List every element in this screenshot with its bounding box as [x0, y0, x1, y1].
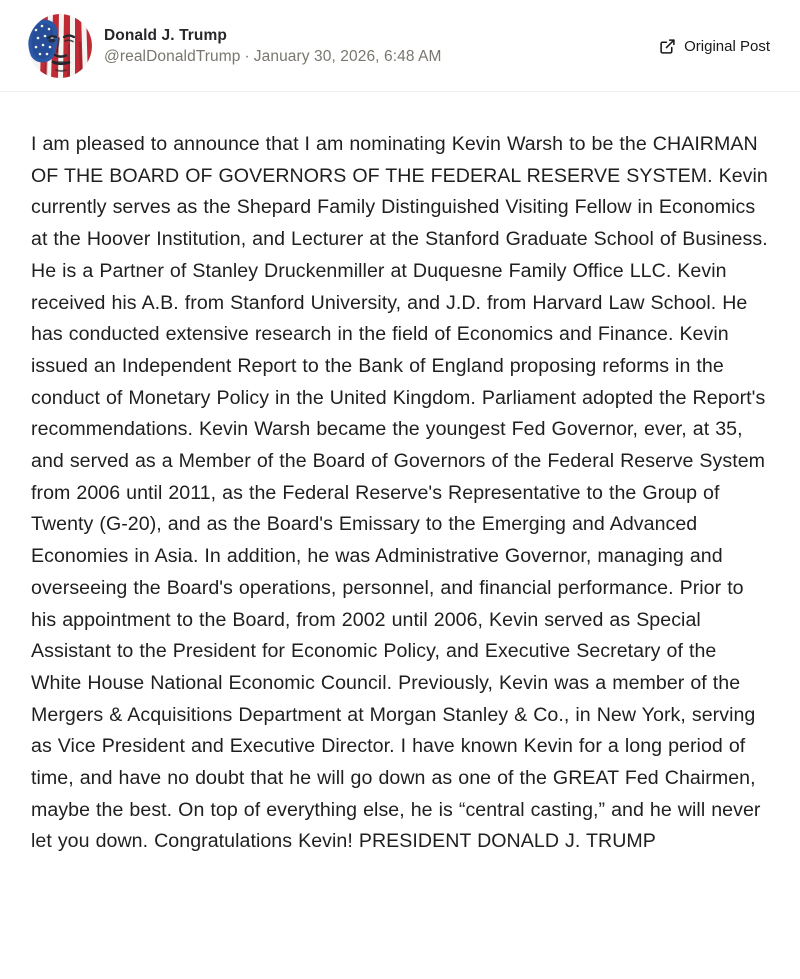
author-handle: @realDonaldTrump — [104, 47, 241, 65]
meta-separator: · — [244, 47, 250, 65]
post-header — [0, 0, 800, 92]
author-identity — [104, 27, 442, 66]
flag-face-avatar-icon — [28, 14, 92, 78]
author-name: Donald J. Trump — [104, 26, 227, 44]
author-meta — [104, 48, 442, 66]
original-post-link[interactable] — [659, 38, 770, 55]
original-post-label: Original Post — [684, 37, 770, 55]
post-text: I am pleased to announce that I am nominating Kevin Warsh to be the CHAIRMAN OF THE BOARD OF GOVERNORS OF THE FEDERAL RESERVE SYSTEM. Kevin currently serves as the Shepard Family Distinguished Visiting Fellow in Economics at the Hoover Institution, and Lecturer at the Stanford Graduate School of Business. He is a Partner of Stanley Druckenmiller at Duquesne Family Office LLC. Kevin received his A.B. from Stanford University, and J.D. from Harvard Law School. He has conducted extensive research in the field of Economics and Finance. Kevin issued an Independent Report to the Bank of England proposing reforms in the conduct of Monetary Policy in the United Kingdom. Parliament adopted the Report's recommendations. Kevin Warsh became the youngest Fed Governor, ever, at 35, and served as a Member of the Board of Governors of the Federal Reserve System from 2006 until 2011, as the Federal Reserve's Representative to the Group of Twenty (G-20), and as the Board's Emissary to the Emerging and Advanced Economies in Asia. In addition, he was Administrative Governor, managing and overseeing the Board's operations, personnel, and financial performance. Prior to his appointment to the Board, from 2002 until 2006, Kevin served as Special Assistant to the President for Economic Policy, and Executive Secretary of the White House National Economic Council. Previously, Kevin was a member of the Mergers & Acquisitions Department at Morgan Stanley & Co., in New York, serving as Vice President and Executive Director. I have known Kevin for a long period of time, and have no doubt that he will go down as one of the GREAT Fed Chairmen, maybe the best. On top of everything else, he is “central casting,” and he will never let you down. Congratulations Kevin! PRESIDENT DONALD J. TRUMP — [31, 133, 768, 853]
post-timestamp: January 30, 2026, 6:48 AM — [253, 47, 442, 65]
avatar[interactable] — [28, 14, 92, 78]
post-body — [0, 92, 800, 878]
external-link-icon — [659, 38, 676, 55]
